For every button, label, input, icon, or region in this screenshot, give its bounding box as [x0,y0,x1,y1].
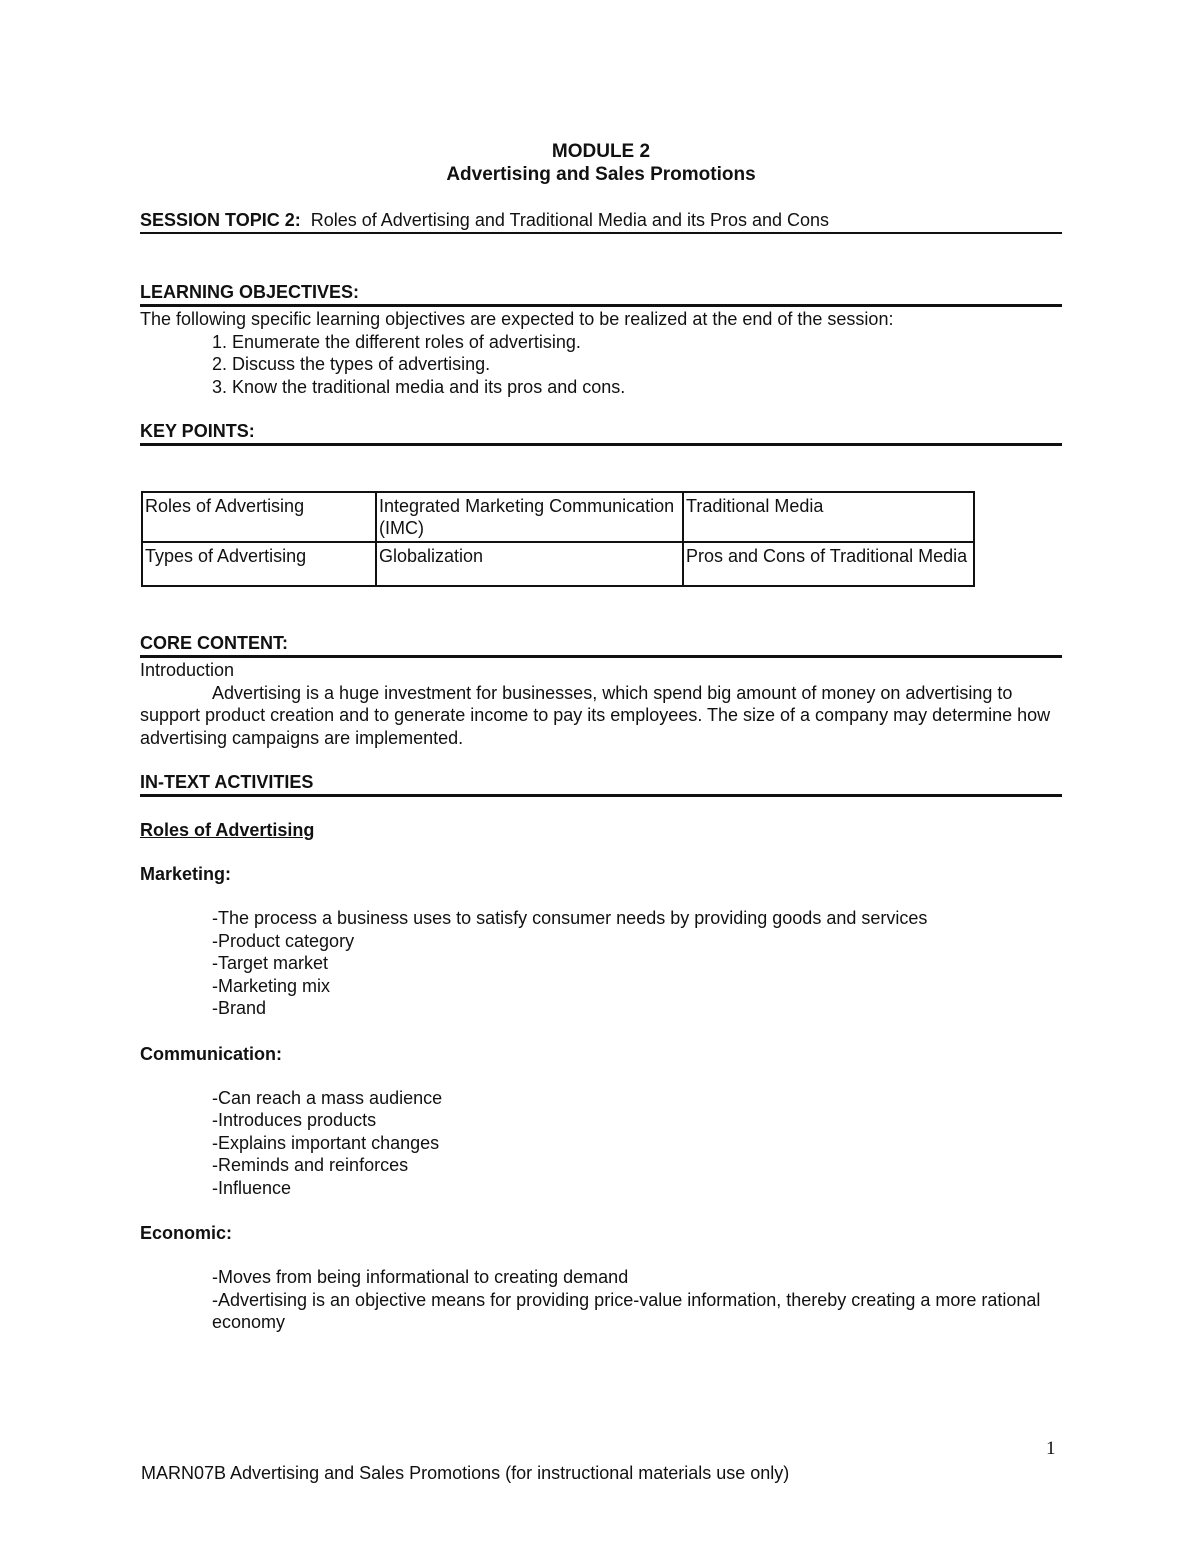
introduction-label: Introduction [140,660,235,680]
table-cell: Integrated Marketing Communication (IMC) [376,492,683,542]
table-cell: Globalization [376,542,683,586]
marketing-list [140,907,1062,1020]
list-item: -Influence [212,1177,292,1198]
course-title: Advertising and Sales Promotions [446,164,756,185]
learning-objectives-label: LEARNING OBJECTIVES: [140,282,360,302]
communication-heading: Communication: [140,1043,282,1064]
economic-heading: Economic: [140,1223,233,1243]
communication-list [140,1087,1062,1200]
core-content-heading [140,632,1062,658]
objectives-intro: The following specific learning objectives are expected to be realized at the end of the session: [140,309,894,329]
page-content [140,140,1062,1334]
roles-of-advertising-title: Roles of Advertising [140,820,315,840]
session-topic-heading [140,209,1062,234]
table-row [142,492,974,542]
key-points-table [141,491,975,587]
table-cell: Pros and Cons of Traditional Media [683,542,974,586]
list-item: -Can reach a mass audience [212,1087,443,1108]
learning-objectives-heading [140,281,1062,307]
list-item: -The process a business uses to satisfy consumer needs by providing goods and services [212,908,928,928]
key-points-label: KEY POINTS: [140,421,255,441]
core-content-label: CORE CONTENT: [140,633,288,653]
objective-item: 2. Discuss the types of advertising. [212,354,491,374]
table-row [142,542,974,586]
in-text-activities-heading [140,771,1062,797]
module-title: MODULE 2 [551,141,651,162]
list-item: -Target market [212,953,329,973]
introduction-text: Advertising is a huge investment for businesses, which spend big amount of money on advertising to support product creation and to generate income to pay its employees. The size of a company may determine how advertising campaigns are implemented. [140,682,1051,748]
list-item: -Explains important changes [212,1132,440,1153]
session-topic: Roles of Advertising and Traditional Media and its Pros and Cons [310,210,830,230]
list-item: -Marketing mix [212,975,331,996]
session-label: SESSION TOPIC 2: [140,210,301,230]
list-item: -Brand [212,998,267,1018]
economic-list [140,1266,1062,1334]
table-cell: Roles of Advertising [142,492,376,542]
table-cell: Traditional Media [683,492,974,542]
list-item: -Product category [212,930,355,951]
list-item: -Moves from being informational to creating demand [212,1267,629,1287]
in-text-activities-label: IN-TEXT ACTIVITIES [140,772,314,792]
table-cell: Types of Advertising [142,542,376,586]
list-item: -Introduces products [212,1110,377,1130]
marketing-heading: Marketing: [140,864,232,884]
list-item: -Reminds and reinforces [212,1155,409,1175]
footer-text: MARN07B Advertising and Sales Promotions (for instructional materials use only) [141,1463,790,1483]
objective-item: 3. Know the traditional media and its pros and cons. [212,376,626,397]
page-number: 1 [1046,1438,1056,1459]
list-item: -Advertising is an objective means for providing price-value information, thereby creating a more rational economy [212,1289,1041,1332]
objective-item: 1. Enumerate the different roles of advertising. [212,331,581,352]
key-points-heading [140,420,1062,446]
title-block [140,140,1062,186]
